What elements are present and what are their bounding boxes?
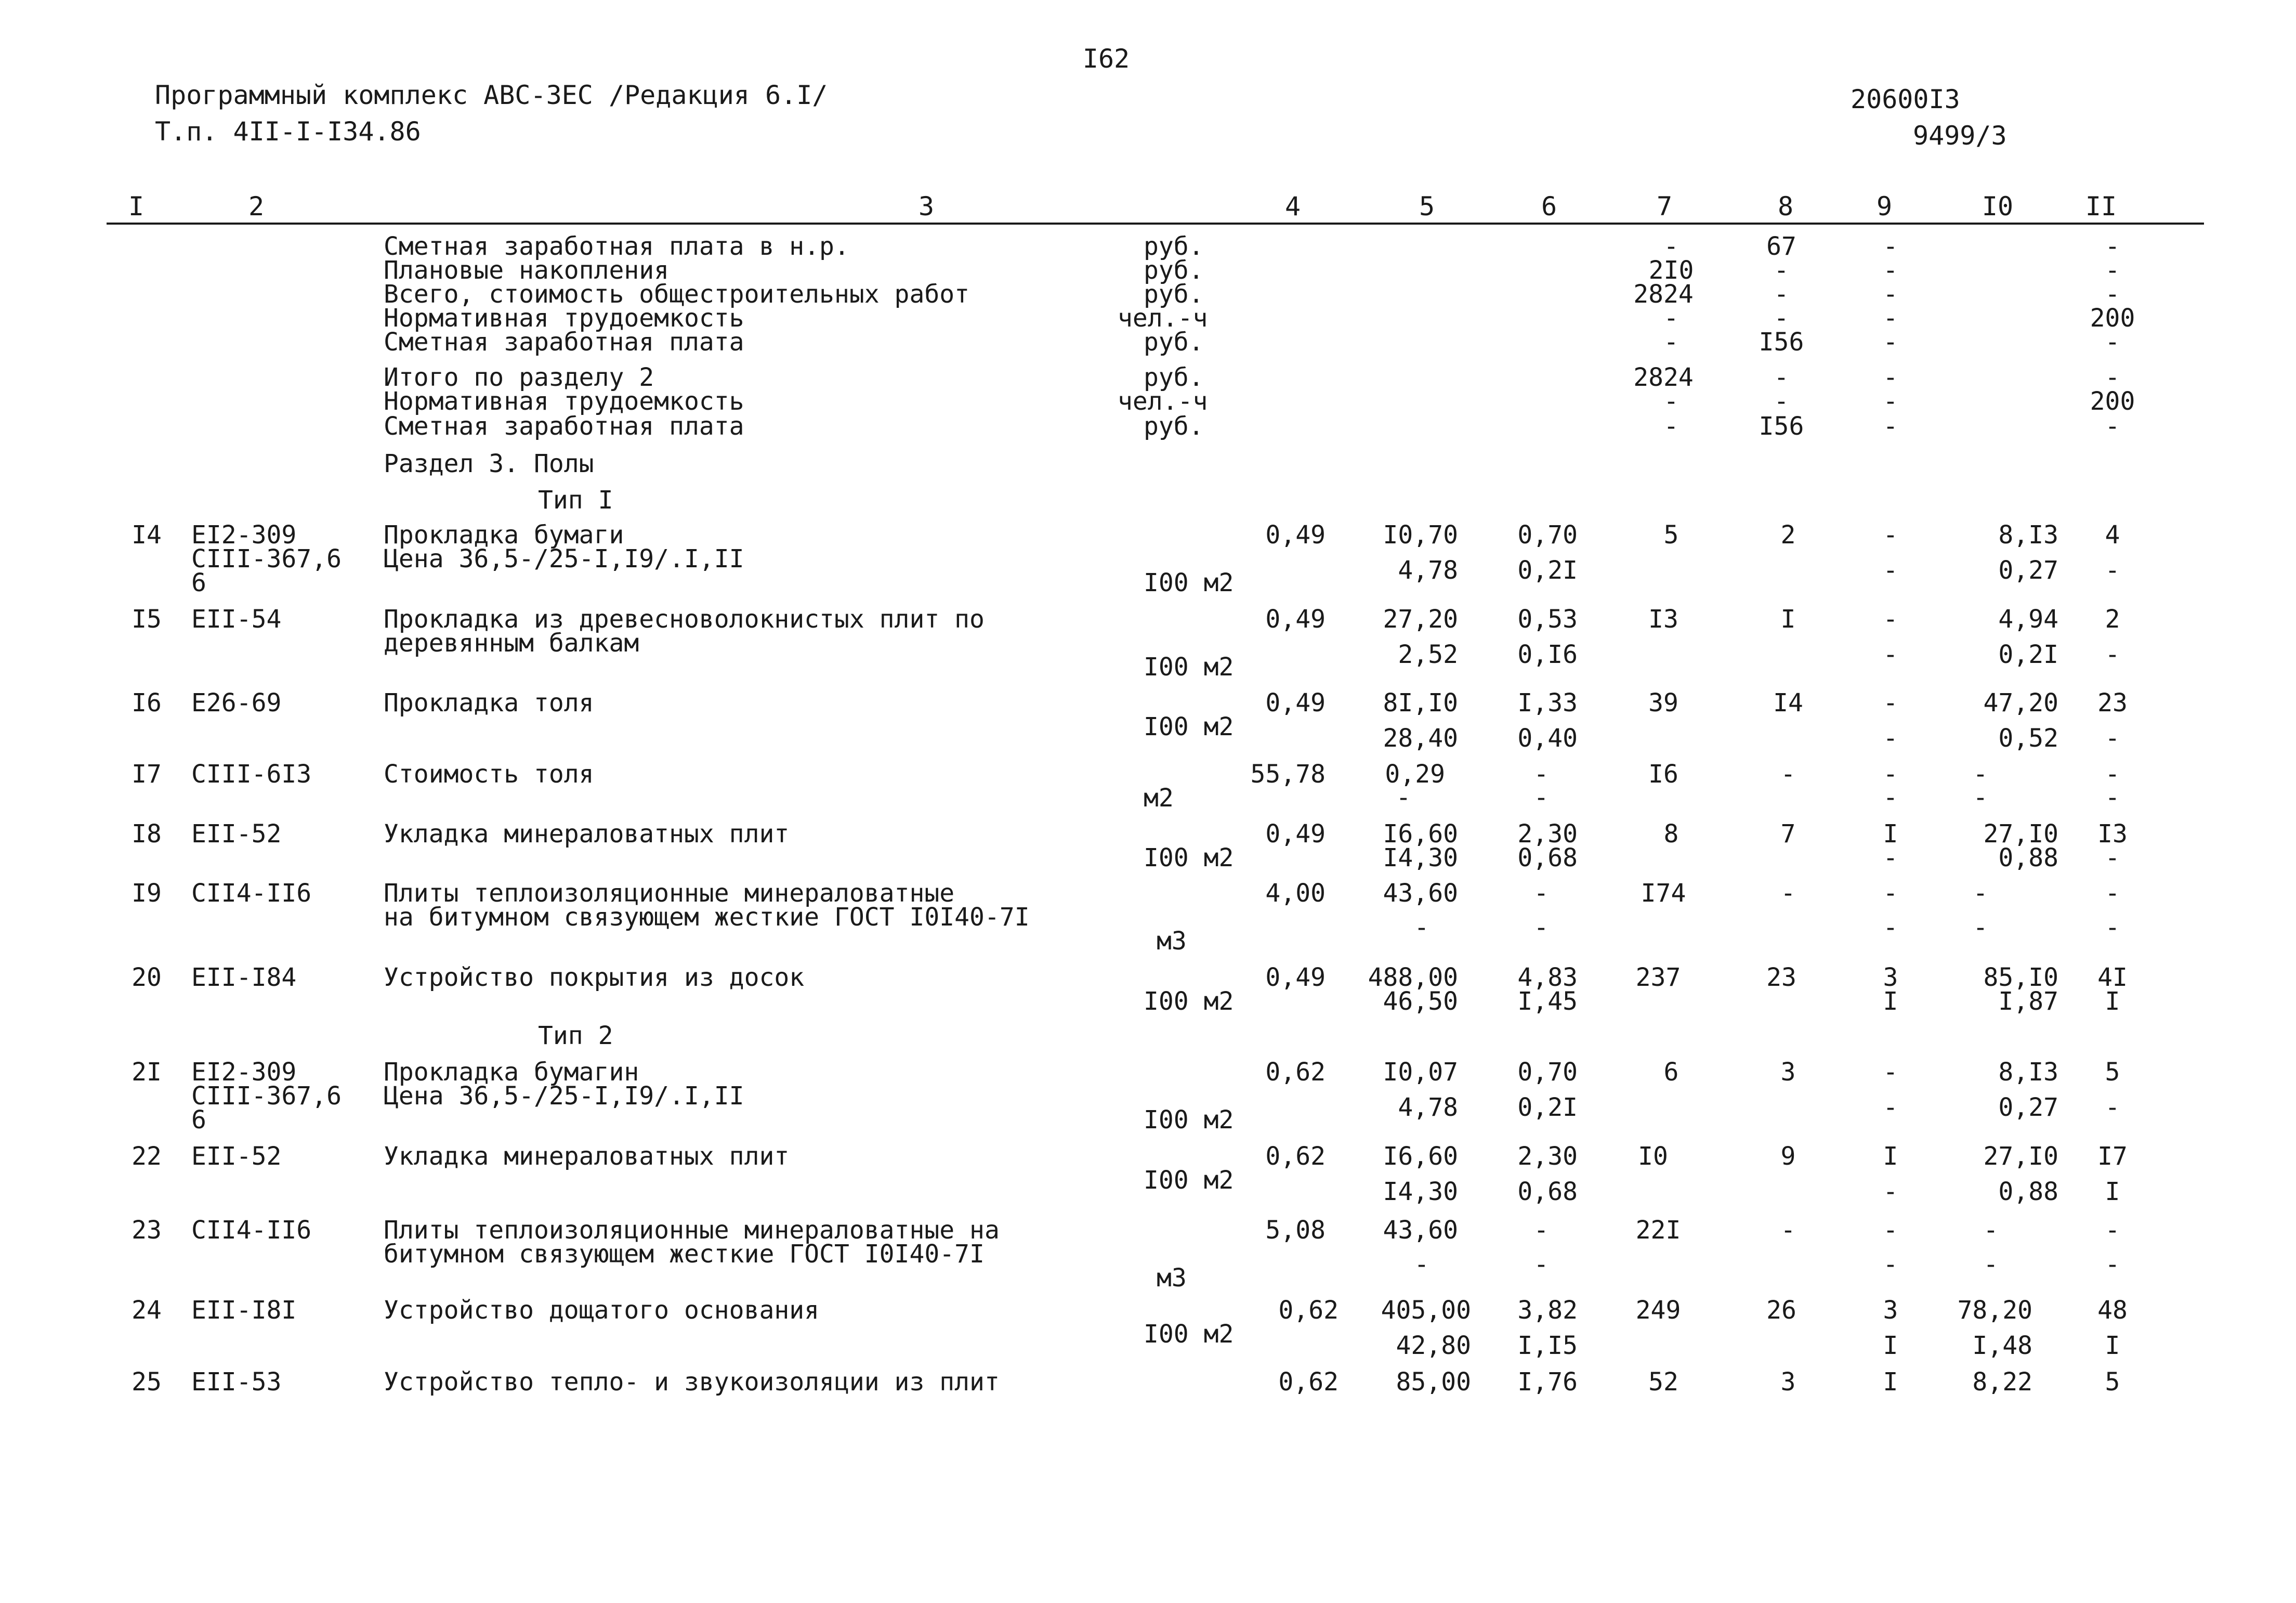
norm-code: ЕII-53 bbox=[191, 1367, 282, 1397]
col-4: 4 bbox=[1284, 191, 1301, 221]
unit-price-sub: - bbox=[1414, 1250, 1429, 1279]
norm-code: Е26-69 bbox=[191, 688, 282, 718]
unit-price: I6,60 bbox=[1383, 1142, 1458, 1171]
unit-price: I0,07 bbox=[1383, 1058, 1458, 1087]
summary-unit: руб. bbox=[1144, 256, 1204, 285]
col11-sub: I bbox=[2105, 1331, 2120, 1360]
unit-price-sub: - bbox=[1396, 783, 1411, 812]
work-description: Устройство покрытия из досок bbox=[384, 963, 805, 992]
summary-label: Сметная заработная плата bbox=[384, 328, 744, 357]
norm-code: ЕII-52 bbox=[191, 819, 282, 849]
col9-sub: - bbox=[1883, 843, 1898, 872]
col10-value: 27,I0 bbox=[1983, 819, 2058, 849]
col8-value: 9 bbox=[1780, 1142, 1796, 1171]
col-5: 5 bbox=[1419, 191, 1435, 221]
summary-label: Всего, стоимость общестроительных работ bbox=[384, 280, 970, 309]
unit-price: I0,70 bbox=[1383, 520, 1458, 550]
col6-sub: 0,2I bbox=[1517, 1093, 1578, 1122]
col9-value: - bbox=[1883, 1216, 1898, 1245]
summary-label: Плановые накопления bbox=[384, 256, 670, 285]
summary-col8: - bbox=[1774, 363, 1789, 392]
col8-value: - bbox=[1780, 1216, 1796, 1245]
norm-code: СII4-II6 bbox=[191, 879, 312, 908]
col6-sub: I,45 bbox=[1517, 987, 1578, 1016]
col9-value: I bbox=[1883, 819, 1898, 849]
norm-code: СIII-6I3 bbox=[191, 760, 312, 789]
summary-col9: - bbox=[1883, 280, 1898, 309]
col9-sub: - bbox=[1883, 724, 1898, 753]
document-code: 20600I3 bbox=[1851, 84, 1960, 114]
col9-sub: - bbox=[1883, 1093, 1898, 1122]
summary-label: Итого по разделу 2 bbox=[384, 363, 654, 392]
unit-price: 0,29 bbox=[1385, 760, 1445, 789]
col6-value: 2,30 bbox=[1517, 819, 1578, 849]
work-description: Укладка минераловатных плит bbox=[384, 819, 790, 849]
summary-col7: - bbox=[1663, 304, 1679, 333]
unit: I00 м2 bbox=[1144, 568, 1234, 597]
col-10: I0 bbox=[1982, 191, 2014, 221]
summary-unit: руб. bbox=[1144, 328, 1204, 357]
quantity: 0,49 bbox=[1265, 520, 1326, 550]
type-heading: Тип 2 bbox=[538, 1021, 613, 1050]
summary-col11: - bbox=[2105, 280, 2120, 309]
quantity: 0,62 bbox=[1278, 1367, 1339, 1397]
col6-value: 4,83 bbox=[1517, 963, 1578, 992]
col7-value: I74 bbox=[1641, 879, 1686, 908]
unit-price-sub: - bbox=[1414, 913, 1429, 942]
col9-value: I bbox=[1883, 1142, 1898, 1171]
work-description: Плиты теплоизоляционные минераловатные на bbox=[384, 1216, 1000, 1245]
summary-label: Нормативная трудоемкость bbox=[384, 304, 744, 333]
work-description: Укладка минераловатных плит bbox=[384, 1142, 790, 1171]
col11-value: 23 bbox=[2097, 688, 2128, 718]
col-7: 7 bbox=[1656, 191, 1673, 221]
col9-sub: - bbox=[1883, 556, 1898, 585]
col6-value: I,33 bbox=[1517, 688, 1578, 718]
col10-value: 78,20 bbox=[1957, 1296, 2032, 1325]
work-description: Прокладка бумаги bbox=[384, 520, 624, 550]
col9-value: - bbox=[1883, 605, 1898, 634]
unit-price-sub: 42,80 bbox=[1396, 1331, 1471, 1360]
row-number: 2I bbox=[132, 1058, 162, 1087]
col11-value: - bbox=[2105, 760, 2120, 789]
summary-unit: руб. bbox=[1144, 232, 1204, 261]
col11-sub: - bbox=[2105, 783, 2120, 812]
col9-value: 3 bbox=[1883, 963, 1898, 992]
col10-value: 8,22 bbox=[1972, 1367, 2032, 1397]
col7-value: 8 bbox=[1663, 819, 1679, 849]
unit: I00 м2 bbox=[1144, 653, 1234, 682]
col11-sub: I bbox=[2105, 1177, 2120, 1206]
summary-unit: руб. bbox=[1144, 363, 1204, 392]
work-description: Стоимость толя bbox=[384, 760, 594, 789]
unit-price: 27,20 bbox=[1383, 605, 1458, 634]
col9-value: - bbox=[1883, 760, 1898, 789]
sheet-number: 9499/3 bbox=[1913, 121, 2007, 151]
col10-sub: 0,2I bbox=[1998, 640, 2058, 669]
unit-price-sub: 28,40 bbox=[1383, 724, 1458, 753]
col-6: 6 bbox=[1541, 191, 1557, 221]
summary-col9: - bbox=[1883, 412, 1898, 441]
norm-code: СII4-II6 bbox=[191, 1216, 312, 1245]
unit: м3 bbox=[1157, 927, 1187, 956]
work-description: битумном связующем жесткие ГОСТ I0I40-7I bbox=[384, 1240, 985, 1269]
quantity: 0,62 bbox=[1278, 1296, 1339, 1325]
quantity: 4,00 bbox=[1265, 879, 1326, 908]
col10-value: - bbox=[1973, 879, 1988, 908]
unit: м2 bbox=[1144, 784, 1174, 813]
col10-sub: - bbox=[1973, 913, 1988, 942]
type-heading: Тип I bbox=[538, 486, 613, 515]
col10-value: 47,20 bbox=[1983, 688, 2058, 718]
summary-col9: - bbox=[1883, 387, 1898, 416]
col7-value: 22I bbox=[1635, 1216, 1681, 1245]
col6-value: - bbox=[1533, 879, 1549, 908]
summary-col8: 67 bbox=[1766, 232, 1796, 261]
col8-value: 3 bbox=[1780, 1367, 1796, 1397]
col8-value: 3 bbox=[1780, 1058, 1796, 1087]
summary-col8: - bbox=[1774, 387, 1789, 416]
col6-sub: - bbox=[1533, 913, 1549, 942]
norm-code: ЕII-54 bbox=[191, 605, 282, 634]
col10-value: 8,I3 bbox=[1998, 1058, 2058, 1087]
summary-col9: - bbox=[1883, 363, 1898, 392]
quantity: 0,49 bbox=[1265, 963, 1326, 992]
row-number: I7 bbox=[132, 760, 162, 789]
col11-value: I3 bbox=[2097, 819, 2128, 849]
summary-col8: - bbox=[1774, 304, 1789, 333]
col6-sub: I,I5 bbox=[1517, 1331, 1578, 1360]
col10-sub: 0,27 bbox=[1998, 1093, 2058, 1122]
row-number: 20 bbox=[132, 963, 162, 992]
summary-col9: - bbox=[1883, 256, 1898, 285]
page-number: I62 bbox=[1082, 44, 1130, 74]
unit-price-sub: I4,30 bbox=[1383, 1177, 1458, 1206]
summary-col11: - bbox=[2105, 363, 2120, 392]
work-description: Устройство тепло- и звукоизоляции из плит bbox=[384, 1367, 1000, 1397]
col9-sub: - bbox=[1883, 640, 1898, 669]
unit: I00 м2 bbox=[1144, 712, 1234, 741]
col11-sub: - bbox=[2105, 1250, 2120, 1279]
norm-code: 6 bbox=[191, 1105, 206, 1135]
col10-value: 8,I3 bbox=[1998, 520, 2058, 550]
work-description: на битумном связующем жесткие ГОСТ I0I40-7I bbox=[384, 903, 1030, 932]
col9-value: - bbox=[1883, 520, 1898, 550]
project-code: Т.п. 4II-I-I34.86 bbox=[155, 116, 421, 147]
header-rule bbox=[107, 223, 2204, 225]
col6-value: - bbox=[1533, 1216, 1549, 1245]
col10-sub: - bbox=[1983, 1250, 1999, 1279]
unit-price: 488,00 bbox=[1368, 963, 1458, 992]
col6-value: 0,70 bbox=[1517, 1058, 1578, 1087]
col9-value: I bbox=[1883, 1367, 1898, 1397]
norm-code: СIII-367,6 bbox=[191, 544, 342, 574]
summary-unit: руб. bbox=[1144, 412, 1204, 441]
row-number: I5 bbox=[132, 605, 162, 634]
section-title: Раздел 3. Полы bbox=[384, 449, 594, 478]
summary-label: Сметная заработная плата в н.р. bbox=[384, 232, 849, 261]
col10-sub: - bbox=[1973, 783, 1988, 812]
col10-value: 27,I0 bbox=[1983, 1142, 2058, 1171]
unit-price: 43,60 bbox=[1383, 879, 1458, 908]
row-number: 24 bbox=[132, 1296, 162, 1325]
col11-sub: - bbox=[2105, 1093, 2120, 1122]
unit: I00 м2 bbox=[1144, 1320, 1234, 1349]
work-description: Прокладка толя bbox=[384, 688, 594, 718]
col11-value: - bbox=[2105, 879, 2120, 908]
norm-code: ЕII-I8I bbox=[191, 1296, 297, 1325]
col9-sub: - bbox=[1883, 783, 1898, 812]
row-number: I6 bbox=[132, 688, 162, 718]
unit-price-sub: 2,52 bbox=[1398, 640, 1458, 669]
row-number: I4 bbox=[132, 520, 162, 550]
col-1: I bbox=[128, 191, 145, 221]
col6-sub: 0,68 bbox=[1517, 843, 1578, 872]
norm-code: ЕI2-309 bbox=[191, 520, 297, 550]
unit-price-sub: 4,78 bbox=[1398, 1093, 1458, 1122]
col10-value: 4,94 bbox=[1998, 605, 2058, 634]
col11-sub: - bbox=[2105, 913, 2120, 942]
col-8: 8 bbox=[1777, 191, 1794, 221]
summary-col11: - bbox=[2105, 232, 2120, 261]
work-description: Плиты теплоизоляционные минераловатные bbox=[384, 879, 955, 908]
col6-value: 0,53 bbox=[1517, 605, 1578, 634]
col11-value: 48 bbox=[2097, 1296, 2128, 1325]
summary-unit: руб. bbox=[1144, 280, 1204, 309]
quantity: 55,78 bbox=[1250, 760, 1326, 789]
summary-label: Нормативная трудоемкость bbox=[384, 387, 744, 416]
norm-code: ЕI2-309 bbox=[191, 1058, 297, 1087]
summary-col7: 2I0 bbox=[1648, 256, 1694, 285]
unit: I00 м2 bbox=[1144, 987, 1234, 1016]
unit-price-sub: 4,78 bbox=[1398, 556, 1458, 585]
quantity: 0,49 bbox=[1265, 688, 1326, 718]
summary-col7: - bbox=[1663, 328, 1679, 357]
col9-value: - bbox=[1883, 1058, 1898, 1087]
col11-sub: - bbox=[2105, 556, 2120, 585]
col11-value: 5 bbox=[2105, 1058, 2120, 1087]
work-description: Прокладка бумагин bbox=[384, 1058, 639, 1087]
summary-col7: - bbox=[1663, 412, 1679, 441]
col11-value: 4 bbox=[2105, 520, 2120, 550]
summary-col8: - bbox=[1774, 280, 1789, 309]
col11-sub: - bbox=[2105, 640, 2120, 669]
col8-value: I4 bbox=[1773, 688, 1803, 718]
col8-value: 2 bbox=[1780, 520, 1796, 550]
col10-sub: I,48 bbox=[1972, 1331, 2032, 1360]
unit-price-sub: I4,30 bbox=[1383, 843, 1458, 872]
col6-sub: - bbox=[1533, 1250, 1549, 1279]
summary-col7: 2824 bbox=[1633, 280, 1694, 309]
row-number: 22 bbox=[132, 1142, 162, 1171]
col9-value: - bbox=[1883, 879, 1898, 908]
col10-value: - bbox=[1983, 1216, 1999, 1245]
summary-col11: - bbox=[2105, 412, 2120, 441]
col6-value: I,76 bbox=[1517, 1367, 1578, 1397]
summary-unit: чел.-ч bbox=[1118, 387, 1208, 416]
quantity: 0,49 bbox=[1265, 605, 1326, 634]
col10-sub: 0,52 bbox=[1998, 724, 2058, 753]
norm-code: 6 bbox=[191, 568, 206, 597]
col8-value: - bbox=[1780, 760, 1796, 789]
col10-sub: I,87 bbox=[1998, 987, 2058, 1016]
norm-code: ЕII-52 bbox=[191, 1142, 282, 1171]
unit: м3 bbox=[1157, 1263, 1187, 1293]
work-description: Цена 36,5-/25-I,I9/.I,II bbox=[384, 544, 744, 574]
col6-value: 3,82 bbox=[1517, 1296, 1578, 1325]
col9-value: 3 bbox=[1883, 1296, 1898, 1325]
col9-sub: - bbox=[1883, 913, 1898, 942]
col9-sub: - bbox=[1883, 1250, 1898, 1279]
row-number: I8 bbox=[132, 819, 162, 849]
col10-sub: 0,88 bbox=[1998, 843, 2058, 872]
summary-col8: I56 bbox=[1759, 328, 1804, 357]
summary-col7: - bbox=[1663, 387, 1679, 416]
summary-col9: - bbox=[1883, 232, 1898, 261]
col11-value: 4I bbox=[2097, 963, 2128, 992]
col-11: II bbox=[2085, 191, 2117, 221]
col11-value: I7 bbox=[2097, 1142, 2128, 1171]
col8-value: 7 bbox=[1780, 819, 1796, 849]
summary-col9: - bbox=[1883, 304, 1898, 333]
quantity: 0,62 bbox=[1265, 1142, 1326, 1171]
col11-value: - bbox=[2105, 1216, 2120, 1245]
col-3: 3 bbox=[918, 191, 935, 221]
col9-sub: I bbox=[1883, 987, 1898, 1016]
col8-value: - bbox=[1780, 879, 1796, 908]
unit: I00 м2 bbox=[1144, 1166, 1234, 1195]
program-title: Программный комплекс АВС-3ЕС /Редакция 6.I/ bbox=[155, 80, 828, 110]
col6-value: 2,30 bbox=[1517, 1142, 1578, 1171]
col10-sub: 0,88 bbox=[1998, 1177, 2058, 1206]
col7-value: 39 bbox=[1648, 688, 1678, 718]
summary-label: Сметная заработная плата bbox=[384, 412, 744, 441]
unit: I00 м2 bbox=[1144, 1105, 1234, 1135]
unit-price-sub: 46,50 bbox=[1383, 987, 1458, 1016]
col7-value: I6 bbox=[1648, 760, 1678, 789]
quantity: 0,49 bbox=[1265, 819, 1326, 849]
col10-value: 85,I0 bbox=[1983, 963, 2058, 992]
norm-code: ЕII-I84 bbox=[191, 963, 297, 992]
unit-price: I6,60 bbox=[1383, 819, 1458, 849]
col6-sub: 0,40 bbox=[1517, 724, 1578, 753]
col11-sub: - bbox=[2105, 843, 2120, 872]
col9-sub: - bbox=[1883, 1177, 1898, 1206]
summary-col11: 200 bbox=[2090, 304, 2135, 333]
quantity: 5,08 bbox=[1265, 1216, 1326, 1245]
work-description: Цена 36,5-/25-I,I9/.I,II bbox=[384, 1081, 744, 1111]
summary-col7: 2824 bbox=[1633, 363, 1694, 392]
col8-value: I bbox=[1780, 605, 1796, 634]
col8-value: 26 bbox=[1766, 1296, 1796, 1325]
col7-value: 52 bbox=[1648, 1367, 1678, 1397]
summary-col11: - bbox=[2105, 256, 2120, 285]
summary-col11: 200 bbox=[2090, 387, 2135, 416]
col-9: 9 bbox=[1876, 191, 1893, 221]
col8-value: 23 bbox=[1766, 963, 1796, 992]
col7-value: 249 bbox=[1635, 1296, 1681, 1325]
summary-col8: I56 bbox=[1759, 412, 1804, 441]
summary-col9: - bbox=[1883, 328, 1898, 357]
col6-sub: 0,I6 bbox=[1517, 640, 1578, 669]
summary-col7: - bbox=[1663, 232, 1679, 261]
col11-sub: I bbox=[2105, 987, 2120, 1016]
col7-value: 5 bbox=[1663, 520, 1679, 550]
summary-col11: - bbox=[2105, 328, 2120, 357]
unit-price: 8I,I0 bbox=[1383, 688, 1458, 718]
row-number: 25 bbox=[132, 1367, 162, 1397]
col6-sub: - bbox=[1533, 783, 1549, 812]
row-number: 23 bbox=[132, 1216, 162, 1245]
col9-sub: I bbox=[1883, 1331, 1898, 1360]
col6-sub: 0,68 bbox=[1517, 1177, 1578, 1206]
unit-price: 85,00 bbox=[1396, 1367, 1471, 1397]
col6-value: 0,70 bbox=[1517, 520, 1578, 550]
summary-unit: чел.-ч bbox=[1118, 304, 1208, 333]
norm-code: СIII-367,6 bbox=[191, 1081, 342, 1111]
col10-value: - bbox=[1973, 760, 1988, 789]
quantity: 0,62 bbox=[1265, 1058, 1326, 1087]
col11-value: 5 bbox=[2105, 1367, 2120, 1397]
col9-value: - bbox=[1883, 688, 1898, 718]
col10-sub: 0,27 bbox=[1998, 556, 2058, 585]
work-description: деревянным балкам bbox=[384, 629, 639, 658]
col7-value: I3 bbox=[1648, 605, 1678, 634]
unit-price: 405,00 bbox=[1381, 1296, 1471, 1325]
col11-value: 2 bbox=[2105, 605, 2120, 634]
col6-sub: 0,2I bbox=[1517, 556, 1578, 585]
unit: I00 м2 bbox=[1144, 843, 1234, 872]
work-description: Прокладка из древесноволокнистых плит по bbox=[384, 605, 985, 634]
col11-sub: - bbox=[2105, 724, 2120, 753]
col7-value: I0 bbox=[1638, 1142, 1668, 1171]
summary-col8: - bbox=[1774, 256, 1789, 285]
col-2: 2 bbox=[248, 191, 265, 221]
unit-price: 43,60 bbox=[1383, 1216, 1458, 1245]
row-number: I9 bbox=[132, 879, 162, 908]
col6-value: - bbox=[1533, 760, 1549, 789]
col7-value: 6 bbox=[1663, 1058, 1679, 1087]
col7-value: 237 bbox=[1635, 963, 1681, 992]
work-description: Устройство дощатого основания bbox=[384, 1296, 820, 1325]
